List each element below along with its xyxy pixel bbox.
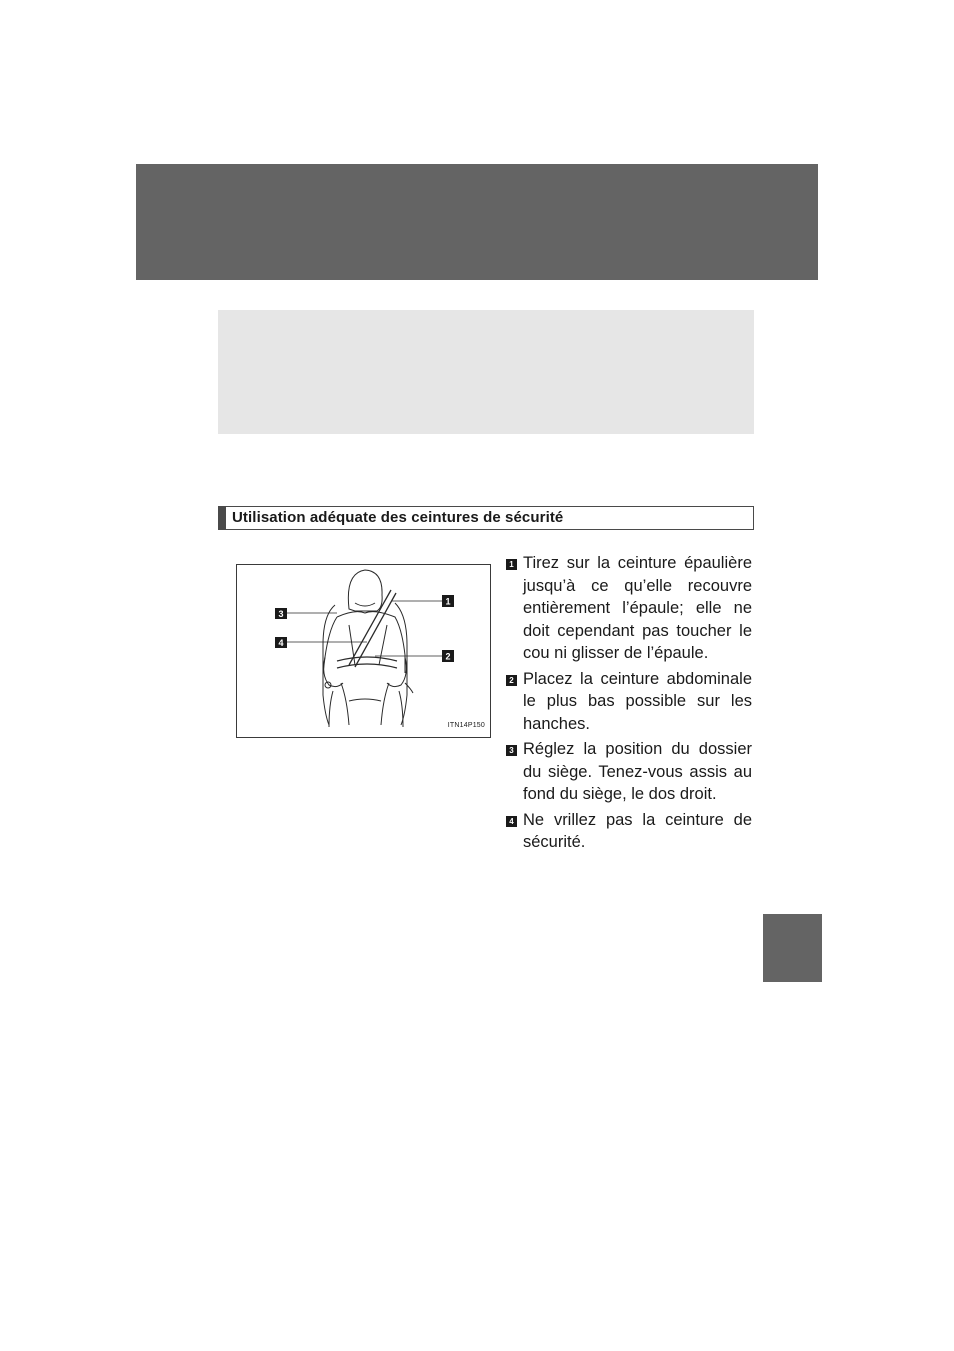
seatbelt-figure [236, 564, 491, 738]
step-text: Ne vrillez pas la ceinture de sécurité. [523, 810, 752, 851]
instruction-step-2 [506, 668, 752, 736]
chapter-side-tab [763, 914, 822, 982]
section-heading [218, 506, 754, 530]
section-heading-bar [219, 507, 226, 529]
callout-2 [442, 650, 454, 662]
figure-code: ITN14P150 [447, 722, 485, 729]
chapter-header-band [136, 164, 818, 280]
step-text: Tirez sur la ceinture épaulière jusqu’à ce qu’elle recouvre entièrement l’épaule; elle ne doit cependant pas toucher le cou ni glisser de l’épaule. [523, 554, 752, 662]
callout-1 [442, 595, 454, 607]
callout-3 [275, 608, 287, 619]
seated-person-illustration [237, 565, 490, 737]
svg-text:3: 3 [278, 609, 284, 619]
svg-text:2: 2 [445, 651, 451, 662]
step-text: Réglez la position du dossier du siège. Tenez-vous assis au fond du siège, le dos droit. [523, 740, 752, 803]
step-number-badge: 3 [506, 745, 517, 756]
step-number-badge: 4 [506, 816, 517, 827]
step-text: Placez la ceinture abdominale le plus bas possible sur les hanches. [523, 669, 752, 733]
intro-box [218, 310, 754, 434]
instruction-step-4 [506, 809, 752, 854]
instruction-step-3 [506, 738, 752, 806]
callout-4 [275, 637, 287, 648]
section-title: Utilisation adéquate des ceintures de sécurité [232, 509, 564, 526]
svg-text:4: 4 [278, 638, 284, 648]
instruction-step-1 [506, 552, 752, 665]
step-number-badge: 2 [506, 675, 517, 686]
svg-text:1: 1 [445, 596, 451, 607]
step-number-badge: 1 [506, 559, 517, 570]
instruction-list [506, 552, 752, 857]
